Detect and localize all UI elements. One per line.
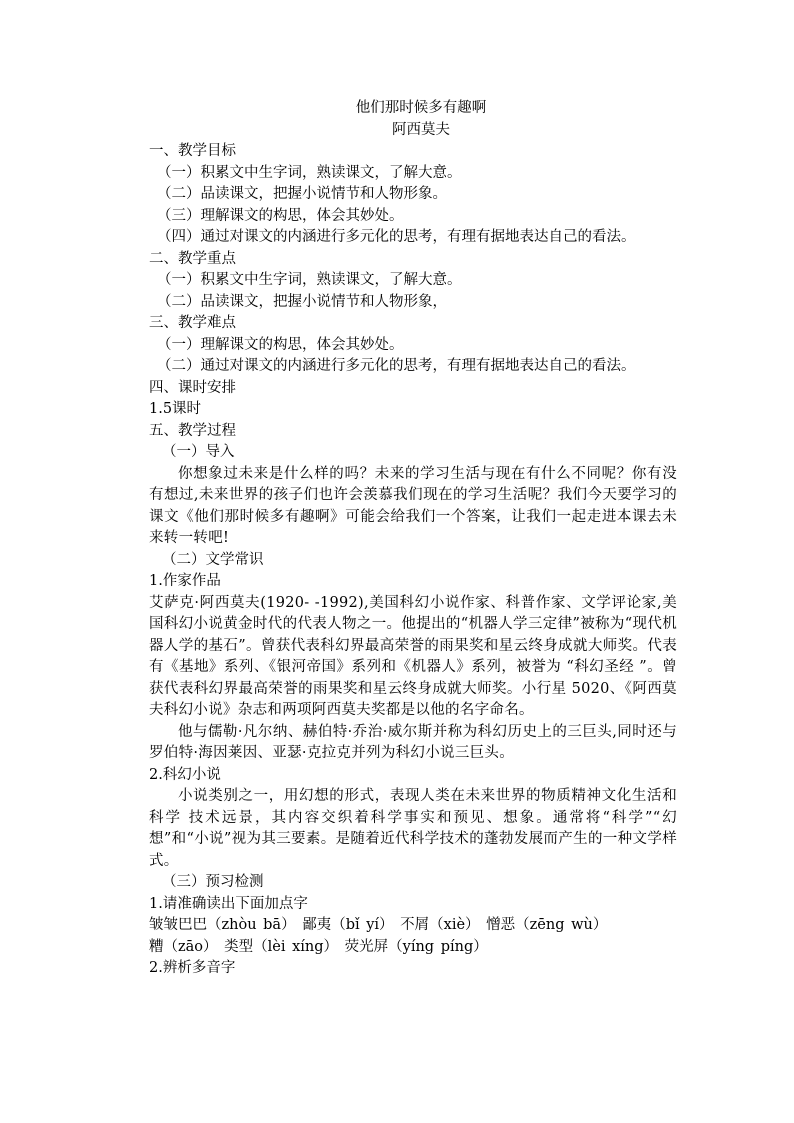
literature-heading: （二）文学常识 [162, 551, 264, 568]
intro-heading: （一）导入 [162, 444, 235, 460]
document-title: 他们那时候多有趣啊 [355, 100, 487, 116]
section-heading-schedule: 四、课时安排 [149, 379, 236, 396]
preview-question-1: 1.请准确读出下面加点字 [149, 895, 308, 912]
section-heading-key-points: 二、教学重点 [149, 250, 236, 267]
section-heading-objectives: 一、教学目标 [149, 143, 236, 159]
objective-item-1: （一）积累文中生字词，熟读课文，了解大意。 [157, 164, 462, 181]
objective-item-2: （二）品读课文，把握小说情节和人物形象。 [157, 186, 447, 202]
preview-question-2: 2.辨析多音字 [149, 960, 236, 976]
preview-heading: （三）预习检测 [162, 874, 264, 890]
difficulty-item-2: （二）通过对课文的内涵进行多元化的思考，有理有据地表达自己的看法。 [157, 358, 636, 374]
pinyin-line-1: 皱皱巴巴（zhòu bā） 鄙夷（bǐ yí） 不屑（xiè） 憎恶（zēng wù） [149, 917, 608, 933]
objective-item-4: （四）通过对课文的内涵进行多元化的思考，有理有据地表达自己的看法。 [157, 229, 636, 245]
section-heading-process: 五、教学过程 [149, 422, 236, 439]
difficulty-item-1: （一）理解课文的构思，体会其妙处。 [157, 336, 404, 353]
section-heading-difficulties: 三、教学难点 [149, 315, 236, 331]
works-paragraph-2: 他与儒勒·凡尔纳、赫伯特·乔治·威尔斯并称为科幻历史上的三巨头,同时还与罗伯特·海因莱因、亚瑟·克拉克并列为科幻小说三巨头。 [149, 723, 677, 761]
objective-item-3: （三）理解课文的构思，体会其妙处。 [157, 207, 404, 224]
scifi-heading: 2.科幻小说 [149, 766, 221, 783]
document-body [149, 98, 677, 980]
works-heading: 1.作家作品 [149, 573, 221, 589]
key-point-item-2: （二）品读课文，把握小说情节和人物形象， [157, 293, 447, 310]
document-author: 阿西莫夫 [392, 121, 450, 138]
intro-paragraph: 你想象过未来是什么样的吗？未来的学习生活与现在有什么不同呢？你有没有想过,未来世界的孩子们也许会羡慕我们现在的学习生活呢？我们今天要学习的课文《他们那时候多有趣啊》可能会给我们一个答案，让我们一起走进本课去未来转一转吧! [149, 465, 677, 546]
scifi-paragraph: 小说类别之一，用幻想的形式，表现人类在未来世界的物质精神文化生活和科学 技术远景，其内容交织着科学事实和预见、想象。通常将“科学”“幻想”和“小说”视为其三要素。是随着近代科学技术的蓬勃发展而产生的一种文学样式。 [149, 788, 677, 869]
key-point-item-1: （一）积累文中生字词，熟读课文，了解大意。 [157, 272, 462, 288]
works-paragraph-1: 艾萨克·阿西莫夫(1920- -1992),美国科幻小说作家、科普作家、文学评论家,美国科幻小说黄金时代的代表人物之一。他提出的“机器人学三定律”被称为“现代机器人学的基石”。曾获代表科幻界最高荣誉的雨果奖和星云终身成就大师奖。代表有《基地》系列、《银河帝国》系列和《机器人》系列，被誉为 “科幻圣经 ”。曾获代表科幻界最高荣誉的雨果奖和星云终身成就大师奖。小行星 5020、《阿西莫夫科幻小说》杂志和两项阿西莫夫奖都是以他的名字命名。 [149, 594, 677, 718]
schedule-value: 1.5课时 [149, 401, 202, 417]
pinyin-line-2: 糟（zāo） 类型（lèi xíng） 荧光屏（yíng píng） [149, 938, 488, 955]
